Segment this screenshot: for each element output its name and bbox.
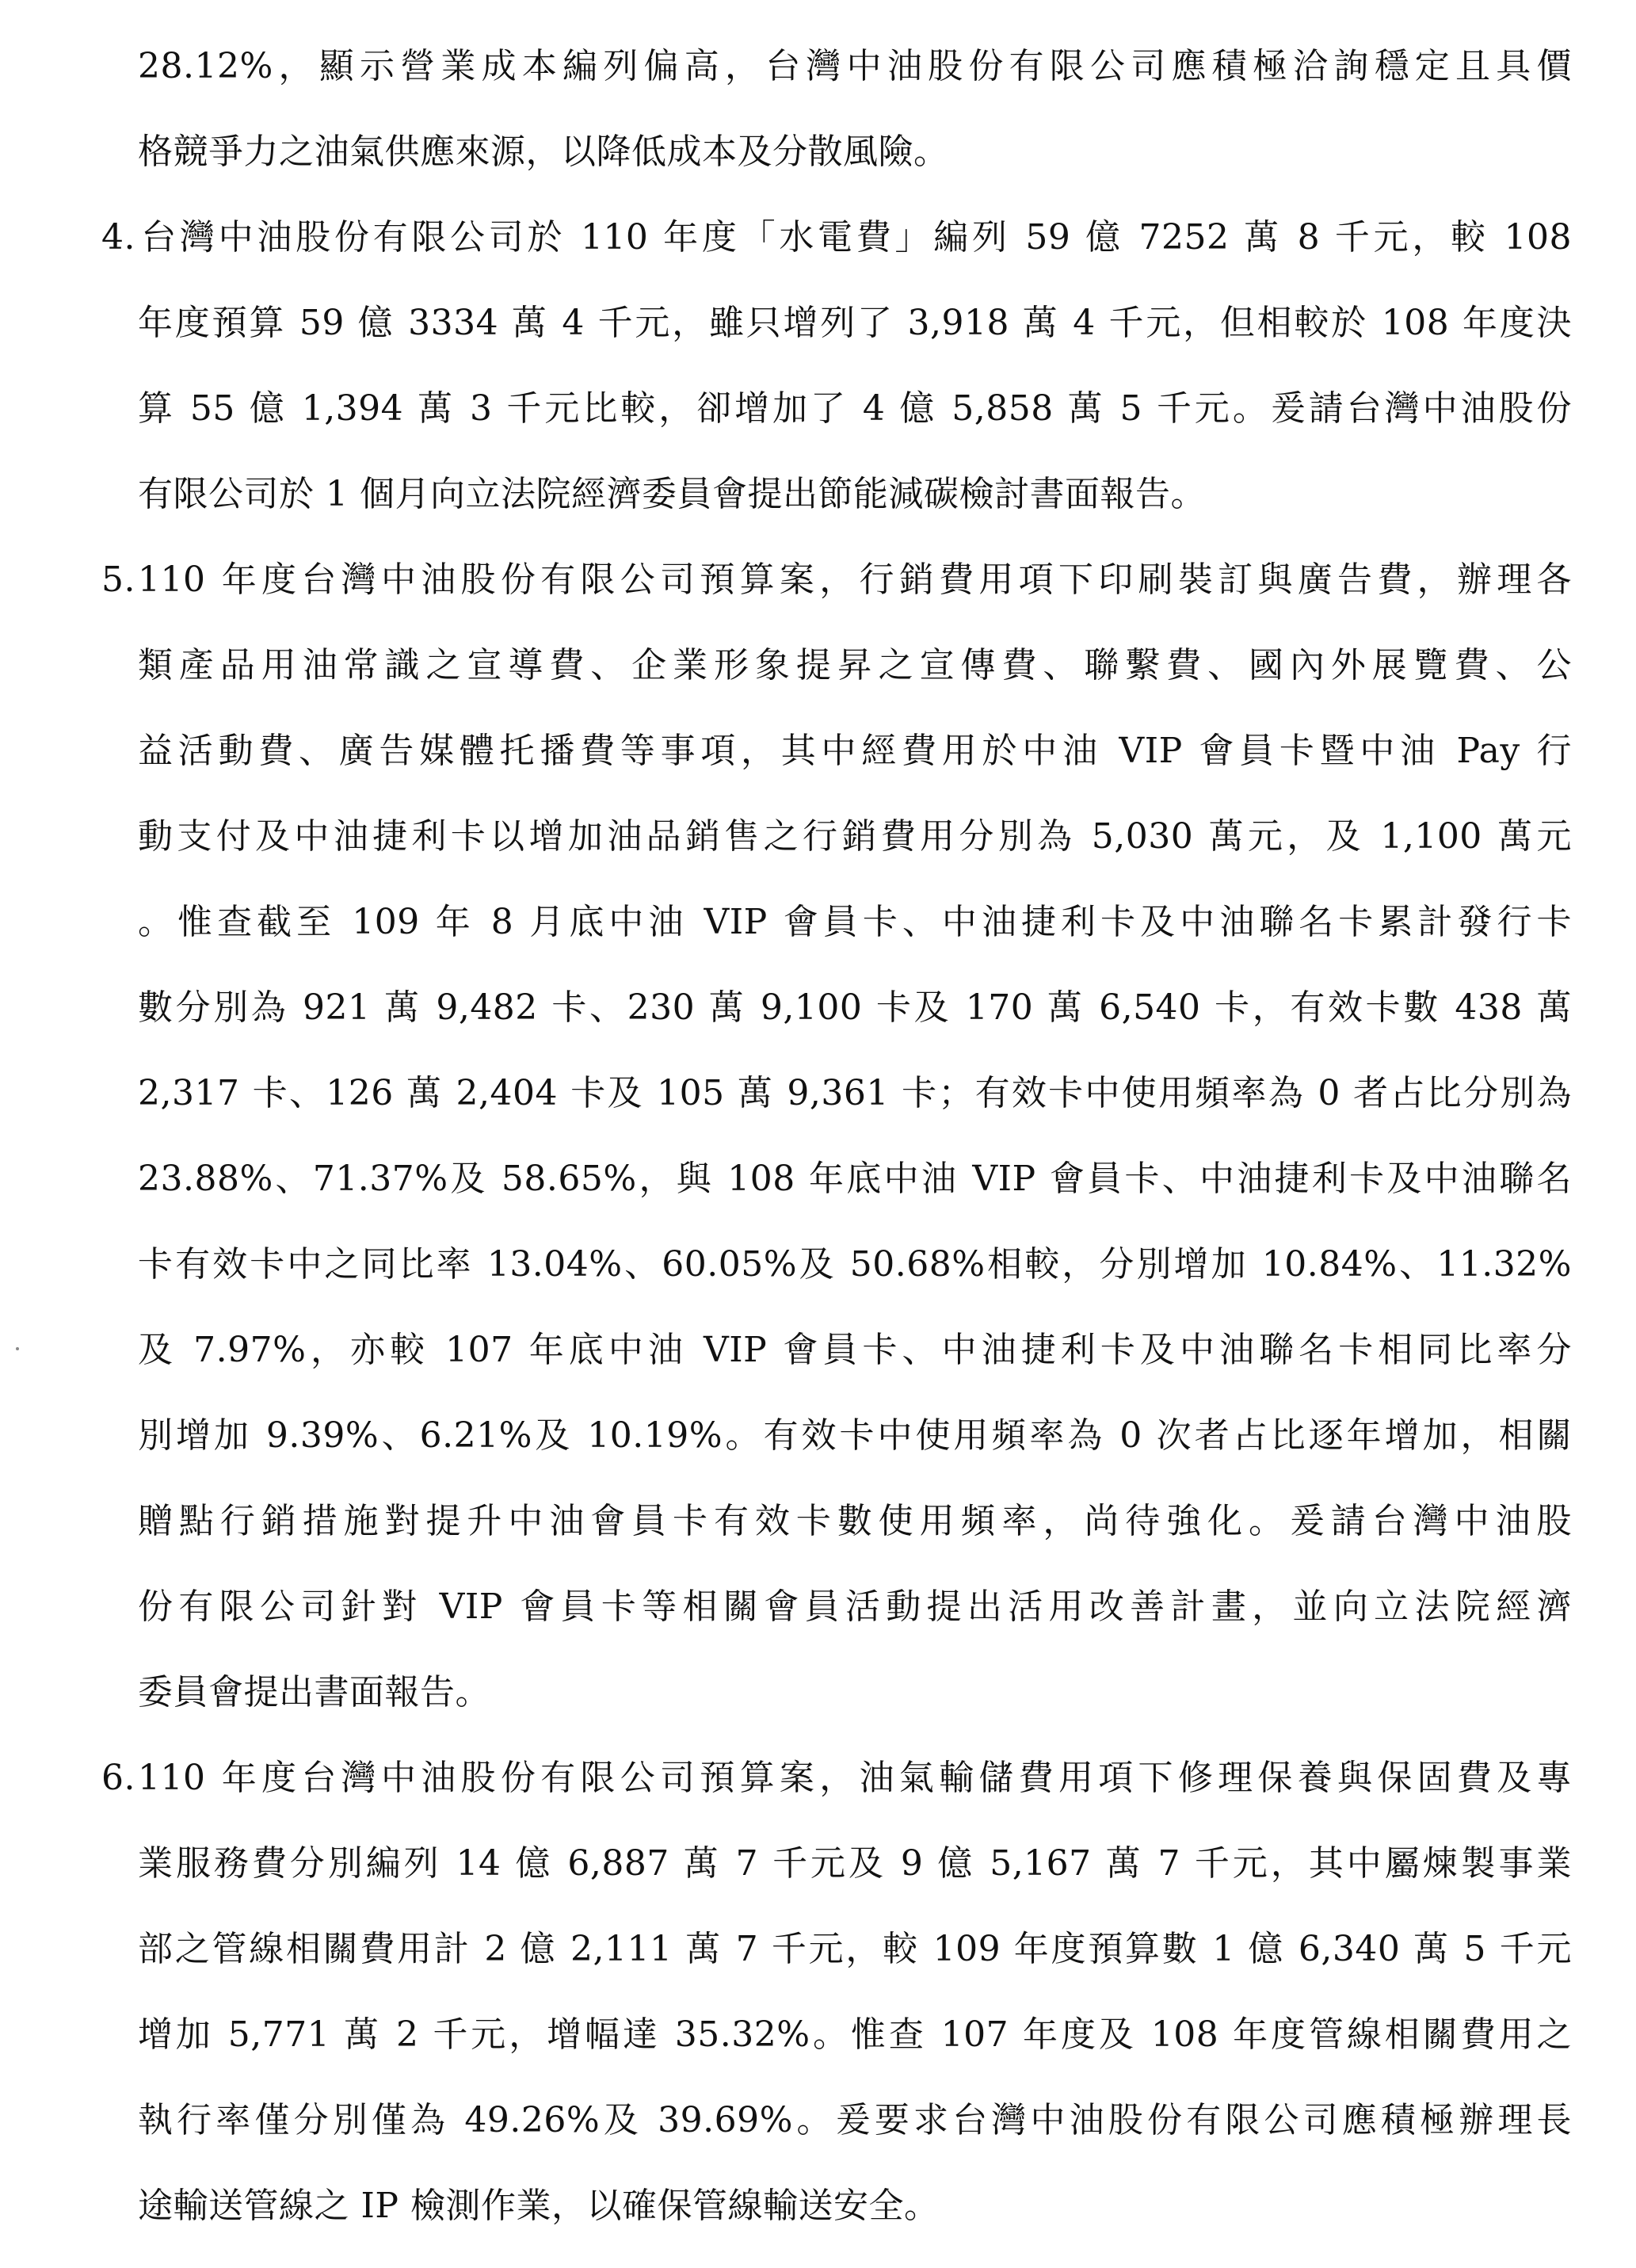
text-line-content: 110 年度台灣中油股份有限公司預算案，油氣輸儲費用項下修理保養與保固費及專 <box>138 1758 1572 1798</box>
text-line: 部之管線相關費用計 2 億 2,111 萬 7 千元，較 109 年度預算數 1 億 6,340 萬 5 千元 <box>138 1929 1572 1969</box>
text-line: 及 7.97%，亦較 107 年底中油 VIP 會員卡、中油捷利卡及中油聯名卡相同比率分 <box>138 1330 1572 1370</box>
text-line: 益活動費、廣告媒體托播費等事項，其中經費用於中油 VIP 會員卡暨中油 Pay 行 <box>138 731 1572 771</box>
text-line: 增加 5,771 萬 2 千元，增幅達 35.32%。惟查 107 年度及 108 年度管線相關費用之 <box>138 2014 1572 2055</box>
item-number: 4. <box>101 217 135 258</box>
text-line: 年度預算 59 億 3334 萬 4 千元，雖只增列了 3,918 萬 4 千元，但相較於 108 年度決 <box>138 303 1572 343</box>
text-line-content: 110 年度台灣中油股份有限公司預算案，行銷費用項下印刷裝訂與廣告費，辦理各 <box>138 559 1572 600</box>
text-line: 卡有效卡中之同比率 13.04%、60.05%及 50.68%相較，分別增加 10.84%、11.32% <box>138 1244 1572 1285</box>
text-line: 數分別為 921 萬 9,482 卡、230 萬 9,100 卡及 170 萬 6,540 卡，有效卡數 438 萬 <box>138 987 1572 1028</box>
text-line <box>101 1754 1572 1840</box>
text-line: 業服務費分別編列 14 億 6,887 萬 7 千元及 9 億 5,167 萬 7 千元，其中屬煉製事業 <box>138 1843 1572 1884</box>
text-line: 別增加 9.39%、6.21%及 10.19%。有效卡中使用頻率為 0 次者占比逐年增加，相關 <box>138 1415 1572 1456</box>
text-line: 2,317 卡、126 萬 2,404 卡及 105 萬 9,361 卡；有效卡中使用頻率為 0 者占比分別為 <box>138 1073 1572 1113</box>
text-line-content: 台灣中油股份有限公司於 110 年度「水電費」編列 59 億 7252 萬 8 千元，較 108 <box>138 217 1572 258</box>
text-line: 28.12%，顯示營業成本編列偏高，台灣中油股份有限公司應積極洽詢穩定且具價 <box>138 46 1572 86</box>
text-line <box>101 556 1572 642</box>
text-line: 份有限公司針對 VIP 會員卡等相關會員活動提出活用改善計畫，並向立法院經濟 <box>138 1586 1572 1627</box>
text-line: 執行率僅分別僅為 49.26%及 39.69%。爰要求台灣中油股份有限公司應積極辦理長 <box>138 2100 1572 2140</box>
text-line: 。惟查截至 109 年 8 月底中油 VIP 會員卡、中油捷利卡及中油聯名卡累計發行卡 <box>138 902 1572 942</box>
text-line: 類產品用油常識之宣導費、企業形象提昇之宣傳費、聯繫費、國內外展覽費、公 <box>138 645 1572 685</box>
item-number: 6. <box>101 1758 135 1798</box>
text-line: 贈點行銷措施對提升中油會員卡有效卡數使用頻率，尚待強化。爰請台灣中油股 <box>138 1501 1572 1541</box>
text-line: 算 55 億 1,394 萬 3 千元比較，卻增加了 4 億 5,858 萬 5 千元。爰請台灣中油股份 <box>138 388 1572 429</box>
text-line: 格競爭力之油氣供應來源，以降低成本及分散風險。 <box>138 132 949 172</box>
text-line: 途輸送管線之 IP 檢測作業，以確保管線輸送安全。 <box>138 2186 940 2226</box>
text-line: 委員會提出書面報告。 <box>138 1672 490 1712</box>
scan-speck <box>16 1347 19 1350</box>
text-line: 23.88%、71.37%及 58.65%，與 108 年底中油 VIP 會員卡、中油捷利卡及中油聯名 <box>138 1159 1572 1199</box>
text-line: 有限公司於 1 個月向立法院經濟委員會提出節能減碳檢討書面報告。 <box>138 474 1206 514</box>
text-line <box>101 214 1572 300</box>
text-line: 動支付及中油捷利卡以增加油品銷售之行銷費用分別為 5,030 萬元，及 1,100 萬元 <box>138 816 1572 857</box>
item-number: 5. <box>101 559 135 600</box>
